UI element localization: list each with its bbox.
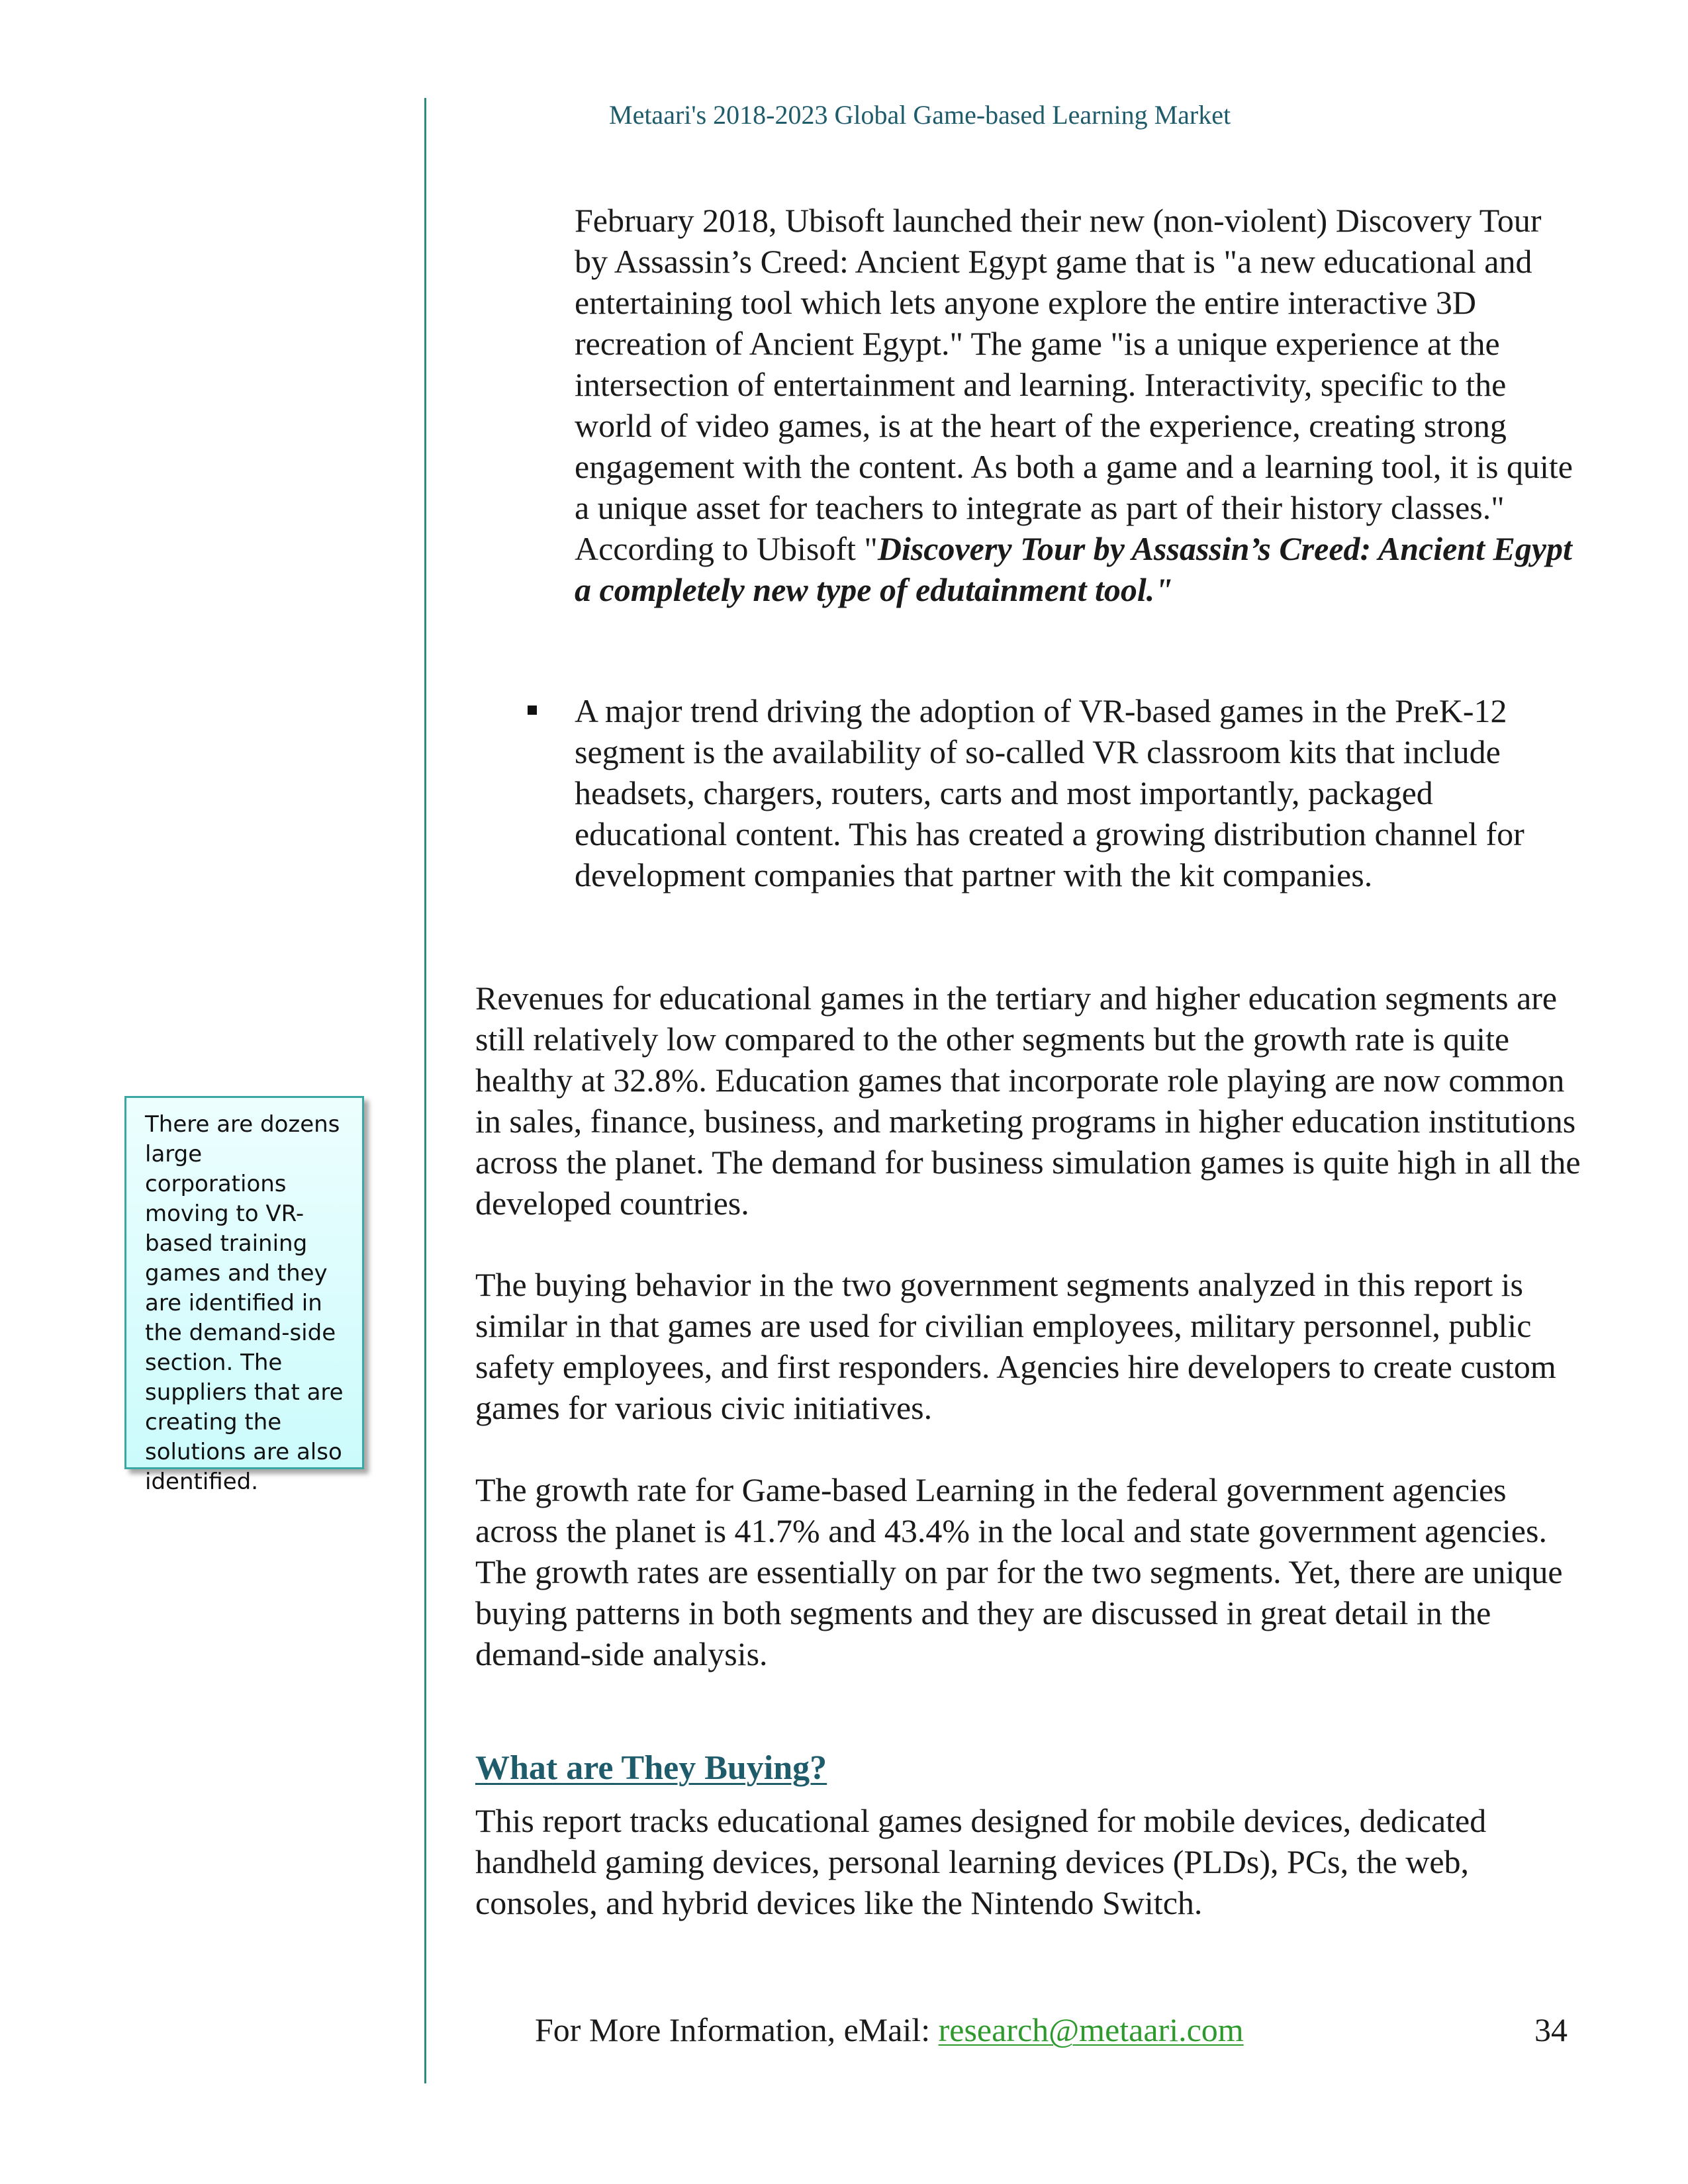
callout-line: creating the: [145, 1409, 282, 1435]
callout-line: There are dozens: [145, 1111, 340, 1138]
left-margin-rule: [424, 98, 426, 2083]
page-number: 34: [1534, 2011, 1568, 2048]
tertiary-education-paragraph: Revenues for educational games in the tertiary and higher education segments are still relatively low compared to the other segments but the growth rate is quite healthy at 32.8%. Education games that incorporate role playing are now common in sales, finance, business, and marketing programs in higher education institutions across the planet. The demand for business simulation games is quite high in all the developed countries.: [475, 979, 1581, 1222]
callout-line: based training: [145, 1230, 308, 1257]
callout-line: identified.: [145, 1469, 258, 1495]
section-heading-what-are-they-buying: What are They Buying?: [475, 1749, 827, 1787]
running-header: Metaari's 2018-2023 Global Game-based Learning Market: [609, 100, 1231, 130]
ubisoft-paragraph-text: February 2018, Ubisoft launched their new (non-violent) Discovery Tour by Assassin’s Creed: Ancient Egypt game that is "a new educational and entertaining tool which lets anyone explore the entire interactive 3D recreation of Ancient Egypt." The game "is a unique experience at the intersection of entertainment and learning. Interactivity, specific to the world of video games, is at the heart of the experience, creating strong engagement with the content. As both a game and a learning tool, it is quite a unique asset for teachers to integrate as part of their history classes." According to Ubisoft ": [575, 202, 1573, 567]
footer-email-link[interactable]: research@metaari.com: [938, 2011, 1244, 2048]
ubisoft-paragraph: [575, 200, 1581, 610]
callout-line: games and they: [145, 1260, 328, 1287]
callout-line: the demand-side: [145, 1320, 336, 1346]
vr-kits-bullet-item: A major trend driving the adoption of VR-based games in the PreK-12 segment is the availability of so-called VR classroom kits that include headsets, chargers, routers, carts and most importantly, packaged educational content. This has created a growing distribution channel for development companies that partner with the kit companies.: [575, 692, 1524, 893]
callout-line: section. The: [145, 1349, 283, 1376]
devices-paragraph: This report tracks educational games designed for mobile devices, dedicated handheld gaming devices, personal learning devices (PLDs), PCs, the web, consoles, and hybrid devices like the Nintendo Switch.: [475, 1802, 1487, 1921]
footer-contact: [535, 2011, 1244, 2049]
government-segments-paragraph: The buying behavior in the two government segments analyzed in this report is similar in that games are used for civilian employees, military personnel, public safety employees, and first responders. Agencies hire developers to create custom games for various civic initiatives.: [475, 1266, 1556, 1426]
callout-line: suppliers that are: [145, 1379, 344, 1406]
growth-rate-paragraph: The growth rate for Game-based Learning in the federal government agencies across the planet is 41.7% and 43.4% in the local and state government agencies. The growth rates are essentially on par for the two segments. Yet, there are unique buying patterns in both segments and they are discussed in great detail in the demand-side analysis.: [475, 1471, 1563, 1672]
square-bullet-icon: [528, 705, 537, 715]
ubisoft-quote-emphasis: Discovery Tour by Assassin’s Creed: Ancient Egypt a completely new type of edutainment tool.": [575, 530, 1572, 608]
sidebar-callout-box: [124, 1096, 364, 1495]
callout-line: are identified in: [145, 1290, 322, 1316]
callout-line: solutions are also: [145, 1439, 342, 1465]
callout-line: moving to VR-: [145, 1201, 305, 1227]
callout-line: large corporations: [145, 1141, 287, 1197]
footer-contact-label: For More Information, eMail:: [535, 2011, 939, 2048]
